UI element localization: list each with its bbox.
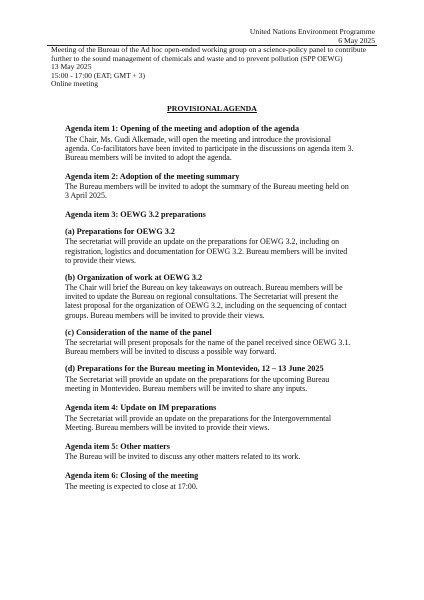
text-line: invited to update the Bureau on regional consultations. The Secretariat will present the [65,292,339,302]
text-line: meeting in Montevideo. Bureau members will be invited to share any inputs. [65,383,308,393]
agenda-item-3-heading: Agenda item 3: OEWG 3.2 preparations [65,210,206,220]
agenda-item-4-text [65,414,378,432]
agenda-item-3b-heading: (b) Organization of work at OEWG 3.2 [65,272,203,282]
header-date: 6 May 2025 [338,36,375,45]
meeting-info [51,46,378,89]
agenda-item-3c-heading: (c) Consideration of the name of the panel [65,327,212,337]
text-line: agenda. Co-facilitators have been invited to participate in the discussions on agenda item 3. [65,143,354,153]
agenda-item-2-text [65,182,378,200]
agenda-item-3b-text [65,283,378,319]
text-line: The meeting is expected to close at 17:00. [65,481,198,491]
text-line: Meeting. Bureau members will be invited to provide their views. [65,422,270,432]
text-line: The Secretariat will provide an update on the preparations for the upcoming Bureau [65,374,330,384]
agenda-body [65,124,378,491]
agenda-item-5-text [65,452,378,461]
agenda-item-1-text [65,135,378,162]
text-line: The Chair will brief the Bureau on key takeaways on outreach. Bureau members will be [65,283,343,293]
agenda-item-6-text [65,482,378,491]
meeting-title-line2: further to the sound management of chemicals and waste and to prevent pollution (SPP OEWG) [51,53,343,63]
agenda-item-2-heading: Agenda item 2: Adoption of the meeting summary [65,171,240,181]
agenda-item-3a-heading: (a) Preparations for OEWG 3.2 [65,226,175,236]
meeting-location: Online meeting [51,79,99,89]
meeting-date: 13 May 2025 [51,62,92,72]
text-line: latest proposal for the organization of OEWG 3.2, including on the sequencing of contact [65,301,347,311]
text-line: The secretariat will present proposals for the name of the panel received since OEWG 3.1. [65,338,351,348]
text-line: Bureau members will be invited to adopt the agenda. [65,152,232,162]
agenda-item-3c-text [65,338,378,356]
agenda-item-3a-text [65,237,378,264]
text-line: The Secretariat will provide an update on the preparations for the Intergovernmental [65,413,332,423]
text-line: 3 April 2025. [65,191,107,201]
agenda-item-6-heading: Agenda item 6: Closing of the meeting [65,471,199,481]
text-line: registration, logistics and documentation for OEWG 3.2. Bureau members will be invited [65,246,348,256]
agenda-item-1-heading: Agenda item 1: Opening of the meeting and adoption of the agenda [65,124,300,133]
header-org: United Nations Environment Programme [249,27,375,36]
text-line: to provide their views. [65,255,137,265]
text-line: The Bureau will be invited to discuss any other matters related to its work. [65,452,301,462]
text-line: The Bureau members will be invited to adopt the summary of the Bureau meeting held on [65,182,349,192]
agenda-item-5-heading: Agenda item 5: Other matters [65,441,170,451]
agenda-item-3d-heading: (d) Preparations for the Bureau meeting in Montevideo, 12 – 13 June 2025 [65,364,324,374]
text-line: Bureau members will be invited to discuss a possible way forward. [65,347,277,357]
meeting-time: 15:00 - 17:00 (EAT; GMT + 3) [51,70,145,80]
header-block [250,27,375,45]
text-line: The secretariat will provide an update on the preparations for OEWG 3.2, including on [65,237,340,247]
meeting-title-line1: Meeting of the Bureau of the Ad hoc open-ended working group on a science-policy panel to contribute [51,45,367,54]
agenda-title: PROVISIONAL AGENDA [167,104,257,113]
agenda-item-4-heading: Agenda item 4: Update on IM preparations [65,403,217,412]
text-line: The Chair, Ms. Gudi Alkemade, will open the meeting and introduce the provisional [65,134,331,144]
text-line: groups. Bureau members will be invited to provide their views. [65,310,265,320]
agenda-item-3d-text [65,375,378,393]
